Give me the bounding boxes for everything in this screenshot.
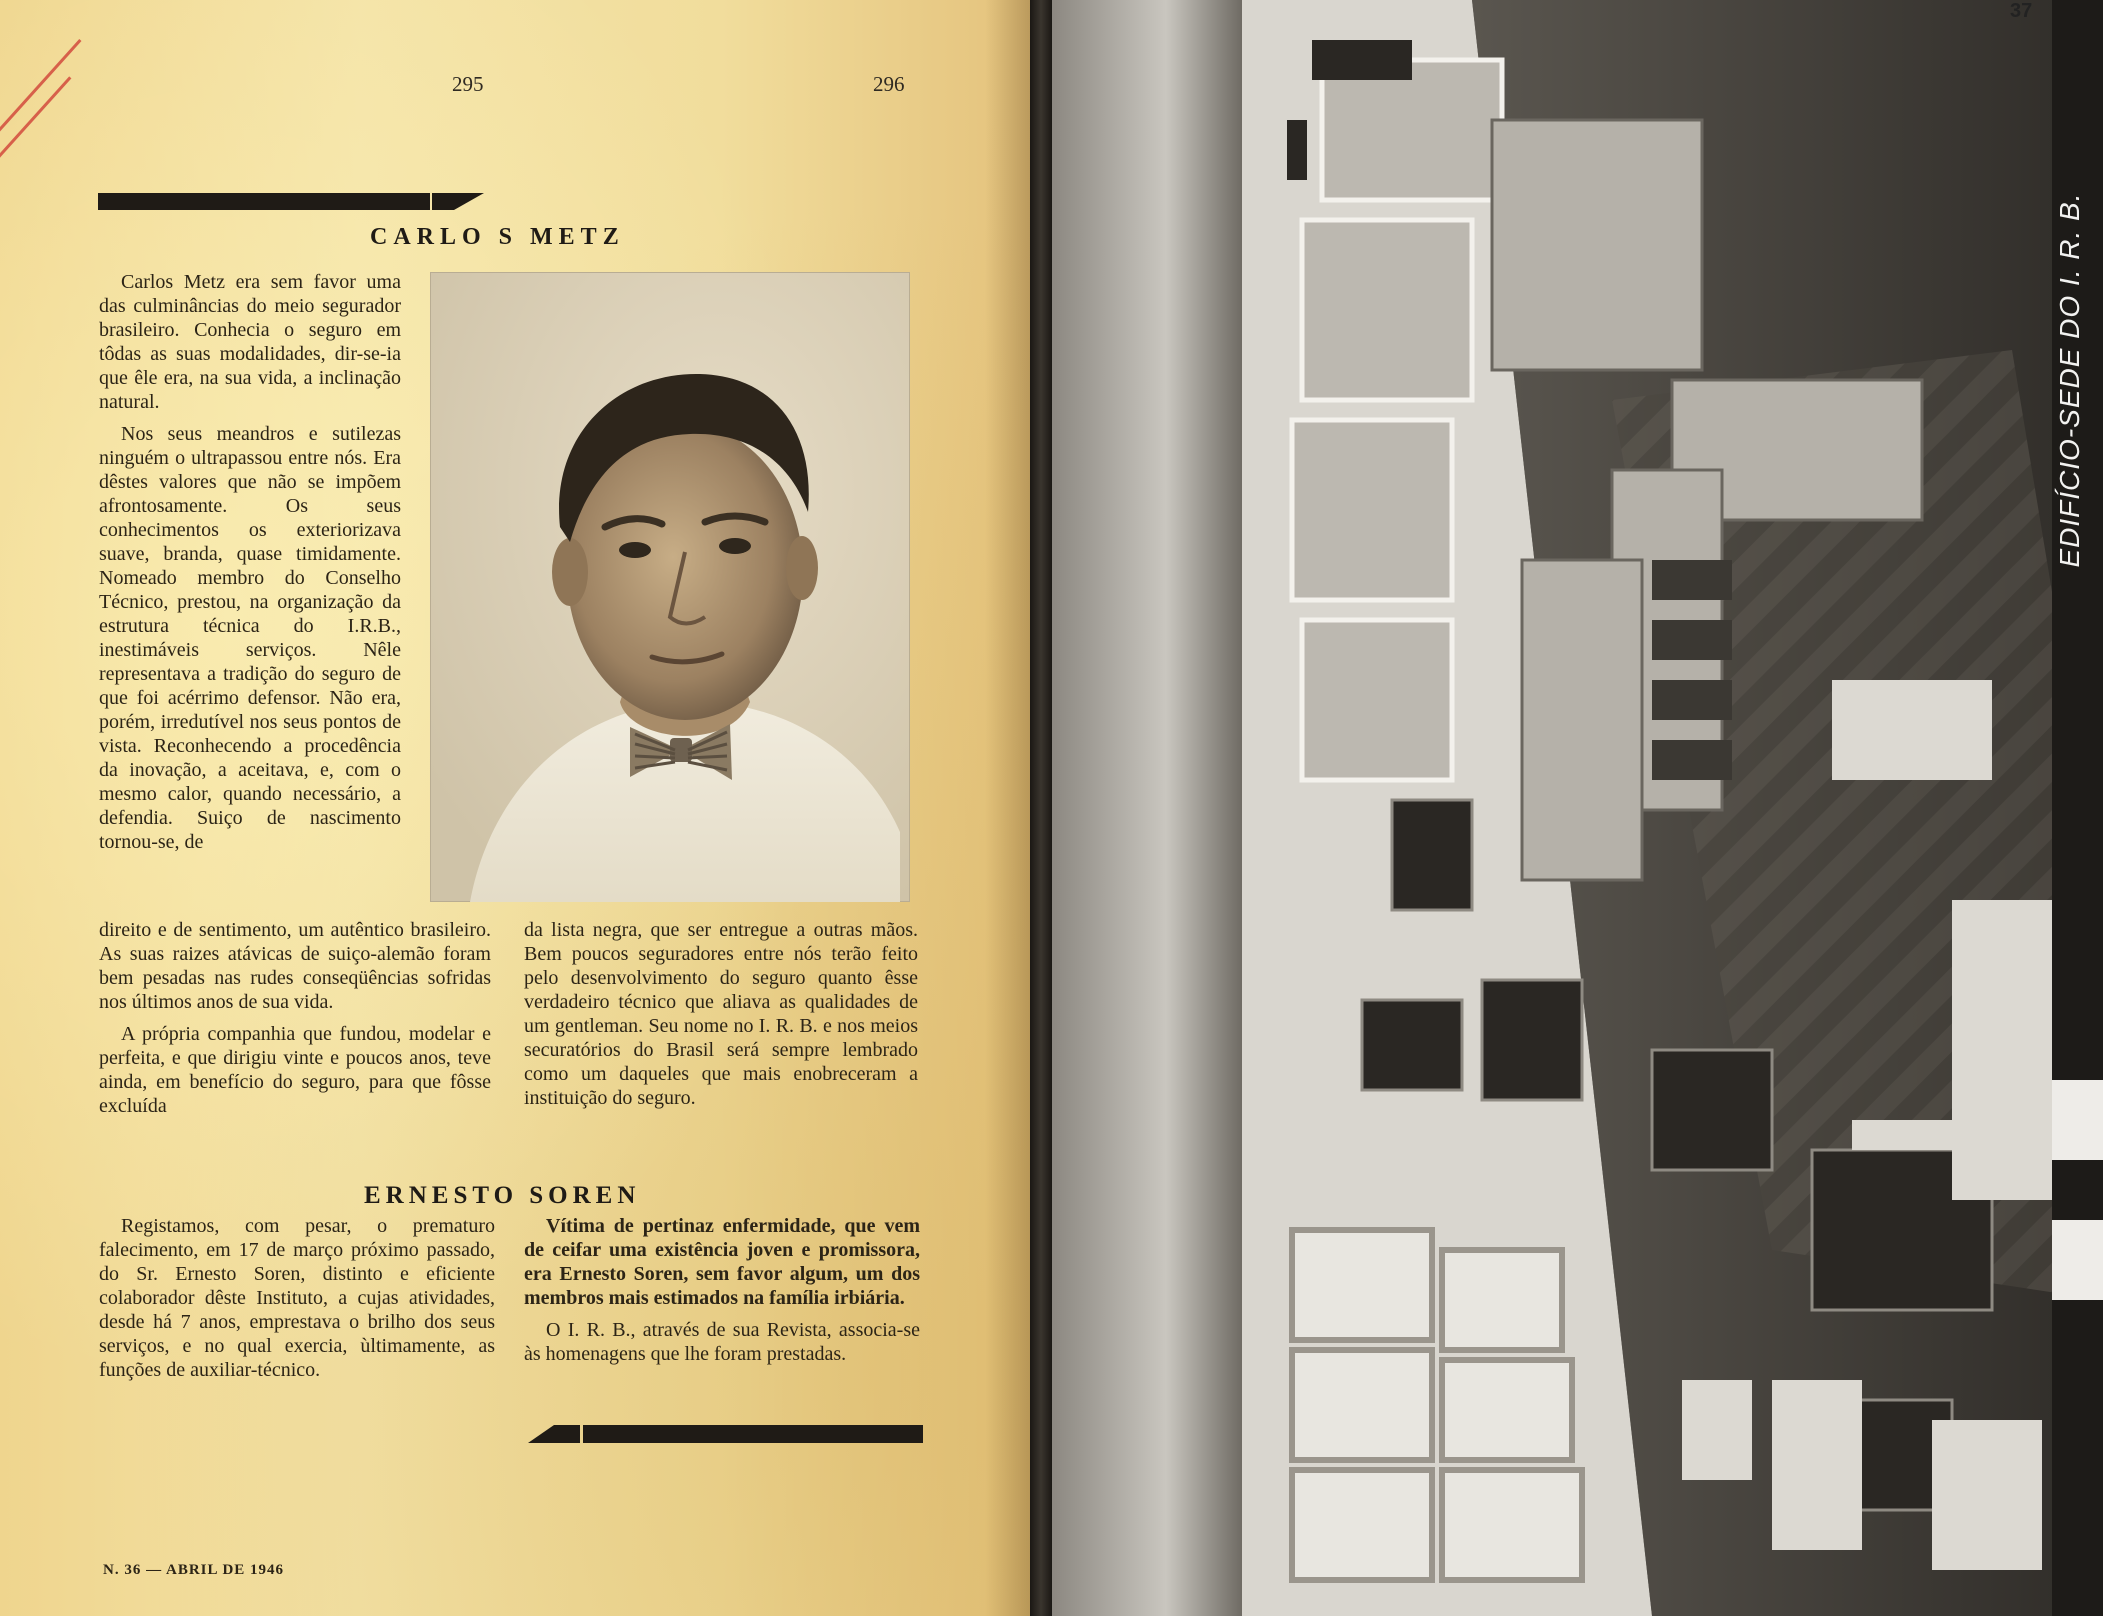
decorative-rule-bottom-segment — [554, 1425, 580, 1443]
paragraph: Registamos, com pesar, o prematuro falecimento, em 17 de março próximo passado, do Sr. Ernesto Soren, distinto e eficiente colaborador dêste Instituto, a cujas atividades, desde há 7 anos, emprestava o brilho dos seus serviços, e no qual exercia, ùltimamente, as funções de auxiliar-técnico. — [99, 1215, 495, 1381]
portrait-image — [430, 272, 910, 902]
soren-text-right-column — [524, 1214, 920, 1374]
decorative-rule-top — [98, 193, 430, 210]
right-page-photo — [1052, 0, 2103, 1616]
paragraph: direito e de sentimento, um autêntico brasileiro. As suas raizes atávicas de suiço-alemão foram bem pesadas nas rudes conseqüências sofridas nos últimos anos de sua vida. — [99, 919, 491, 1013]
left-page — [0, 0, 1030, 1616]
book-gutter — [1030, 0, 1052, 1616]
paragraph: O I. R. B., através de sua Revista, associa-se às homenagens que lhe foram prestadas. — [524, 1319, 920, 1365]
decorative-rule-top-segment — [432, 193, 454, 210]
photo-caption: EDIFÍCIO-SEDE DO I. R. B. — [2054, 192, 2085, 568]
metz-text-left-column — [99, 918, 491, 1126]
paragraph: Nos seus meandros e sutilezas ninguém o ultrapassou entre nós. Era dêstes valores que não se impõem afrontosamente. Os seus conhecimentos os exteriorizava suave, branda, quase timidamente. Nomeado membro do Conselho Técnico, prestou, na organização da estrutura técnica do I.R.B., inestimáveis serviços. Nêle representava a tradição do seguro de que foi acérrimo defensor. Não era, porém, irredutível nos seus pontos de vista. Reconhecendo a procedência da inovação, a aceitava, e, com o mesmo calor, quando necessário, a defendia. Suiço de nascimento tornou-se, de — [99, 423, 401, 853]
metz-text-narrow-column — [99, 270, 401, 862]
page-number-right: 296 — [873, 72, 905, 96]
article-title-soren: ERNESTO SOREN — [364, 1182, 641, 1209]
issue-footer: N. 36 — ABRIL DE 1946 — [103, 1562, 285, 1578]
corner-page-number: 37 — [2010, 0, 2033, 22]
metz-text-right-column — [524, 918, 918, 1118]
paragraph: da lista negra, que ser entregue a outras mãos. Bem poucos seguradores entre nós terão feito pelo desenvolvimento do seguro quanto êsse verdadeiro técnico que aliava as qualidades de um gentleman. Seu nome no I. R. B. e nos meios securatórios do Brasil será sempre lembrado como um daqueles que mais enobreceram a instituição do seguro. — [524, 919, 918, 1109]
paragraph: A própria companhia que fundou, modelar e perfeita, e que dirigiu vinte e poucos anos, teve ainda, em benefício do seguro, para que fôsse excluída — [99, 1023, 491, 1117]
decorative-rule-bottom-cap — [528, 1425, 554, 1443]
decorative-rule-top-cap — [454, 193, 484, 210]
portrait-photo — [430, 272, 910, 902]
soren-text-left-column — [99, 1214, 495, 1390]
paragraph: Vítima de pertinaz enfermidade, que vem de ceifar uma existência joven e promissora, era Ernesto Soren, sem favor algum, um dos membros mais estimados na família irbiária. — [524, 1215, 920, 1309]
page-number-left: 295 — [452, 72, 484, 96]
office-interior-photo — [1052, 0, 2103, 1616]
decorative-rule-bottom — [583, 1425, 923, 1443]
red-pen-mark — [0, 39, 81, 152]
article-title-metz: CARLO S METZ — [370, 224, 625, 250]
paragraph: Carlos Metz era sem favor uma das culminâncias do meio segurador brasileiro. Conhecia o seguro em tôdas as suas modalidades, dir-se-ia que êle era, na sua vida, a inclinação natural. — [99, 271, 401, 413]
